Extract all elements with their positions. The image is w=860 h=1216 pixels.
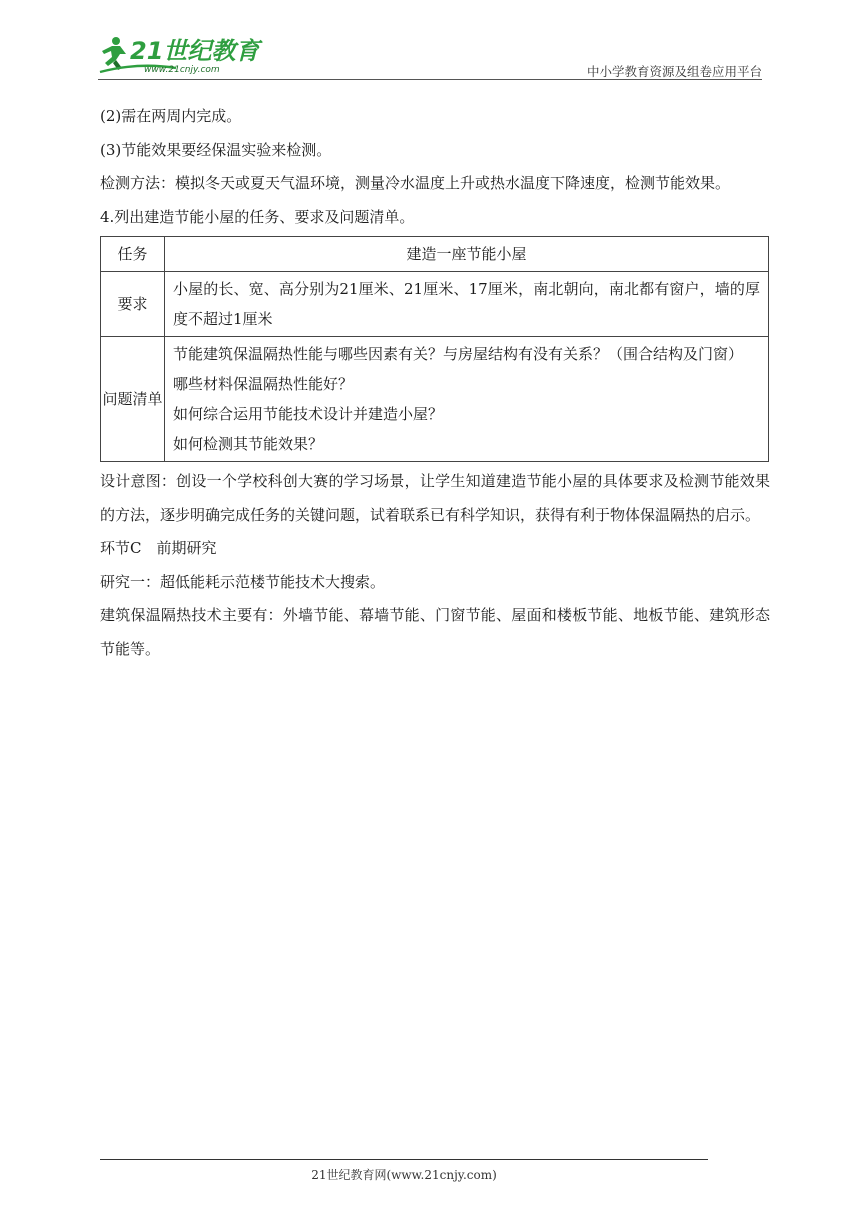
- table-cell-task-label: 任务: [101, 237, 165, 272]
- section-heading-c: 环节C 前期研究: [100, 539, 217, 557]
- paragraph-design-intent: 设计意图：创设一个学校科创大赛的学习场景，让学生知道建造节能小屋的具体要求及检测节能效果的方法，逐步明确完成任务的关键问题，试着联系已有科学知识，获得有利于物体保温隔热的启示。: [100, 472, 770, 524]
- paragraph-item-3: (3)节能效果要经保温实验来检测。: [100, 140, 332, 159]
- table-row: [101, 337, 769, 462]
- footer-source: 21世纪教育网(www.21cnjy.com): [311, 1168, 497, 1182]
- footer-divider: [100, 1159, 708, 1160]
- paragraph-step-4: 4.列出建造节能小屋的任务、要求及问题清单。: [100, 207, 415, 226]
- table-row: [101, 272, 769, 337]
- paragraph-test-method: 检测方法：模拟冬天或夏天气温环境，测量冷水温度上升或热水温度下降速度，检测节能效果。: [100, 174, 731, 192]
- table-row: [101, 237, 769, 272]
- table-cell-task-value: 建造一座节能小屋: [165, 237, 769, 272]
- table-cell-requirement-label: 要求: [101, 272, 165, 337]
- question-item: 节能建筑保温隔热性能与哪些因素有关？与房屋结构有没有关系？（围合结构及门窗）: [173, 345, 744, 363]
- table-cell-requirement-value: 小屋的长、宽、高分别为21厘米、21厘米、17厘米，南北朝向，南北都有窗户，墙的厚度不超过1厘米: [165, 272, 769, 337]
- logo-21cnjy: [98, 32, 273, 76]
- svg-text:www.21cnjy.com: www.21cnjy.com: [144, 65, 220, 75]
- task-table: [100, 236, 769, 462]
- header-tagline: 中小学教育资源及组卷应用平台: [586, 64, 762, 79]
- paragraph-insulation-tech: 建筑保温隔热技术主要有：外墙节能、幕墙节能、门窗节能、屋面和楼板节能、地板节能、建筑形态节能等。: [100, 606, 770, 658]
- page-header: [98, 28, 762, 80]
- svg-text:21世纪教育: 21世纪教育: [130, 37, 260, 65]
- paragraph-research-one: 研究一：超低能耗示范楼节能技术大搜索。: [100, 572, 386, 591]
- document-body: [100, 100, 770, 666]
- paragraph-item-2: (2)需在两周内完成。: [100, 107, 242, 125]
- table-cell-questions-label: 问题清单: [101, 337, 165, 462]
- table-cell-questions: [165, 337, 769, 462]
- question-item: 哪些材料保温隔热性能好？: [173, 375, 354, 393]
- header-divider: [98, 79, 762, 80]
- question-item: 如何综合运用节能技术设计并建造小屋？: [173, 405, 444, 423]
- question-item: 如何检测其节能效果？: [173, 435, 324, 453]
